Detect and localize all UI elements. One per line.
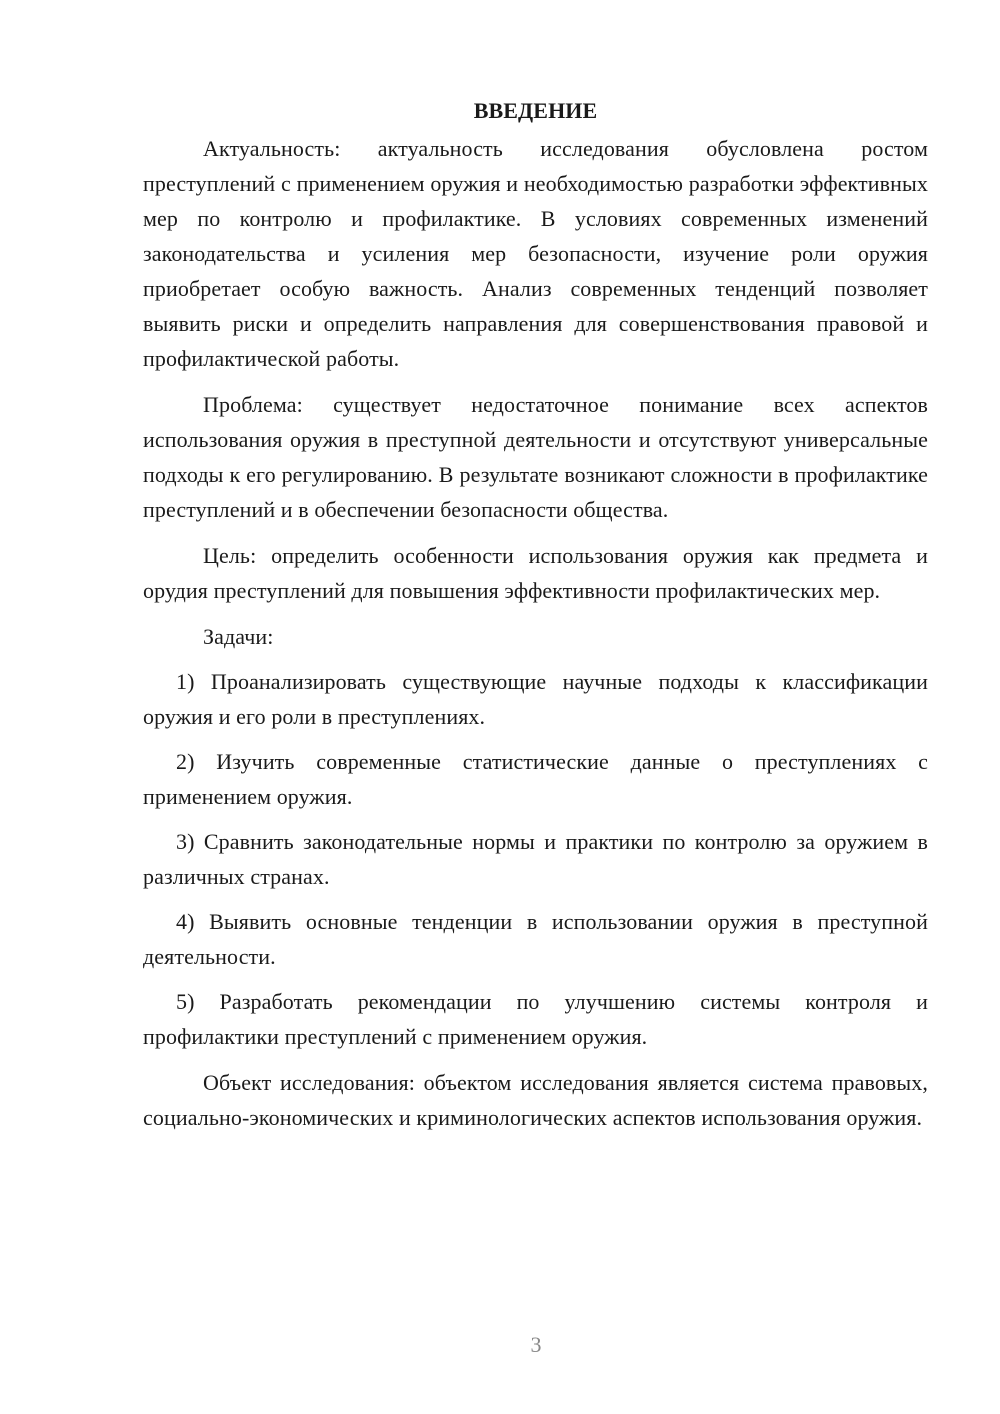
page-number: 3 [530,1332,542,1357]
task-item-4: 4) Выявить основные тенденции в использовании оружия в преступной деятельности. [143,909,928,969]
task-item-5: 5) Разработать рекомендации по улучшению системы контроля и профилактики преступлений с применением оружия. [143,989,928,1049]
paragraph-relevance: Актуальность: актуальность исследования обусловлена ростом преступлений с применением оружия и необходимостью разработки эффективных мер по контролю и профилактике. В условиях современных изменений законодательства и усиления мер безопасности, изучение роли оружия приобретает особую важность. Анализ современных тенденций позволяет выявить риски и определить направления для совершенствования правовой и профилактической работы. [143,136,928,371]
paragraph-object: Объект исследования: объектом исследования является система правовых, социально-экономических и криминологических аспектов использования оружия. [143,1070,928,1130]
task-item-2: 2) Изучить современные статистические данные о преступлениях с применением оружия. [143,749,928,809]
tasks-heading: Задачи: [203,624,274,649]
document-page [143,93,928,1135]
task-item-3: 3) Сравнить законодательные нормы и практики по контролю за оружием в различных странах. [143,829,928,889]
task-item-1: 1) Проанализировать существующие научные подходы к классификации оружия и его роли в преступлениях. [143,669,928,729]
document-title: ВВЕДЕНИЕ [473,98,598,123]
paragraph-goal: Цель: определить особенности использования оружия как предмета и орудия преступлений для повышения эффективности профилактических мер. [143,543,928,603]
paragraph-problem: Проблема: существует недостаточное понимание всех аспектов использования оружия в преступной деятельности и отсутствуют универсальные подходы к его регулированию. В результате возникают сложности в профилактике преступлений и в обеспечении безопасности общества. [143,392,928,522]
